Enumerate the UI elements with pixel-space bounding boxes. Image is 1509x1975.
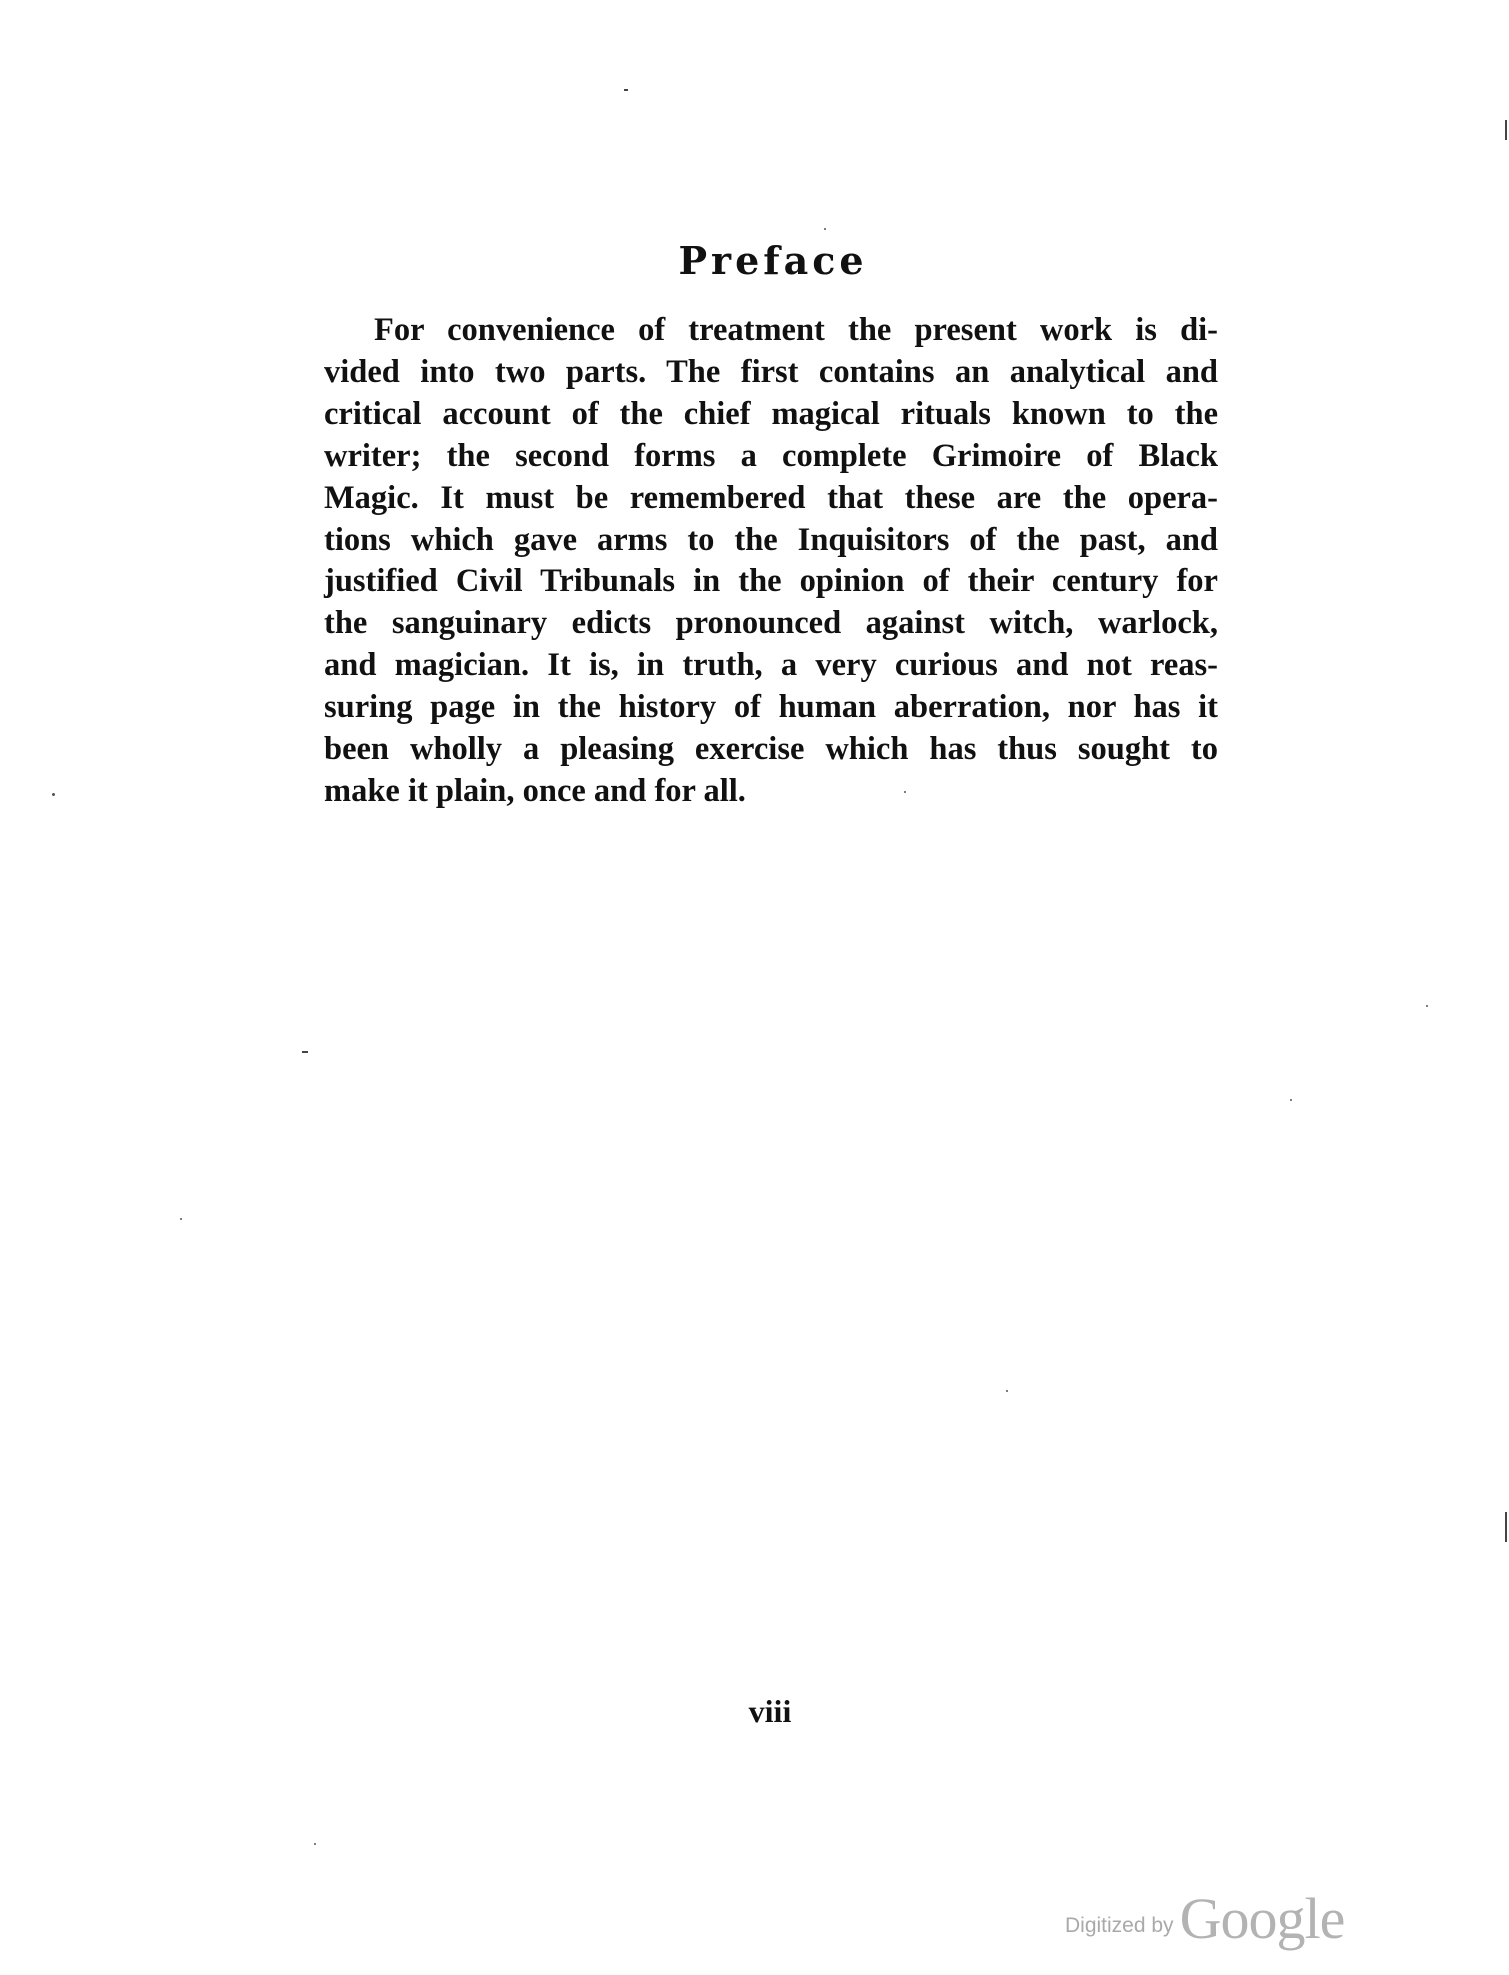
- text-line: critical account of the chief magical rituals known to the: [324, 395, 1218, 432]
- scan-speck: [1426, 1005, 1428, 1007]
- page-title: Preface: [678, 238, 868, 283]
- scan-speck: [52, 793, 55, 796]
- text-line: For convenience of treatment the present work is di-: [374, 312, 1218, 348]
- scan-speck: [314, 1843, 316, 1845]
- text-line: tions which gave arms to the Inquisitors of the past, and: [324, 521, 1218, 558]
- text-line: and magician. It is, in truth, a very curious and not reas-: [324, 647, 1218, 684]
- text-line: the sanguinary edicts pronounced against witch, warlock,: [324, 605, 1218, 642]
- text-line: make it plain, once and for all.: [324, 772, 746, 809]
- scan-mark: [624, 89, 628, 91]
- text-line: Magic. It must be remembered that these are the opera-: [324, 479, 1218, 516]
- page-number: viii: [748, 1693, 792, 1729]
- text-line: vided into two parts. The first contains an analytical and: [324, 353, 1218, 390]
- scan-speck: [1290, 1099, 1292, 1101]
- digitized-by-watermark: [1065, 1878, 1395, 1951]
- scan-speck: [180, 1218, 182, 1220]
- scan-speck: [824, 228, 826, 230]
- text-line: justified Civil Tribunals in the opinion of their century for: [324, 563, 1218, 600]
- text-line: writer; the second forms a complete Grimoire of Black: [324, 437, 1218, 474]
- scan-mark: [302, 1051, 308, 1053]
- scan-mark: [1505, 120, 1507, 140]
- watermark-prefix: Digitized by: [1065, 1914, 1174, 1937]
- preface-paragraph: [324, 310, 1218, 813]
- text-line: suring page in the history of human aberration, nor has it: [324, 689, 1218, 726]
- scan-speck: [1006, 1390, 1008, 1392]
- scan-mark: [1505, 1512, 1507, 1542]
- text-line: been wholly a pleasing exercise which has thus sought to: [324, 731, 1218, 768]
- google-logo: Google: [1179, 1886, 1345, 1951]
